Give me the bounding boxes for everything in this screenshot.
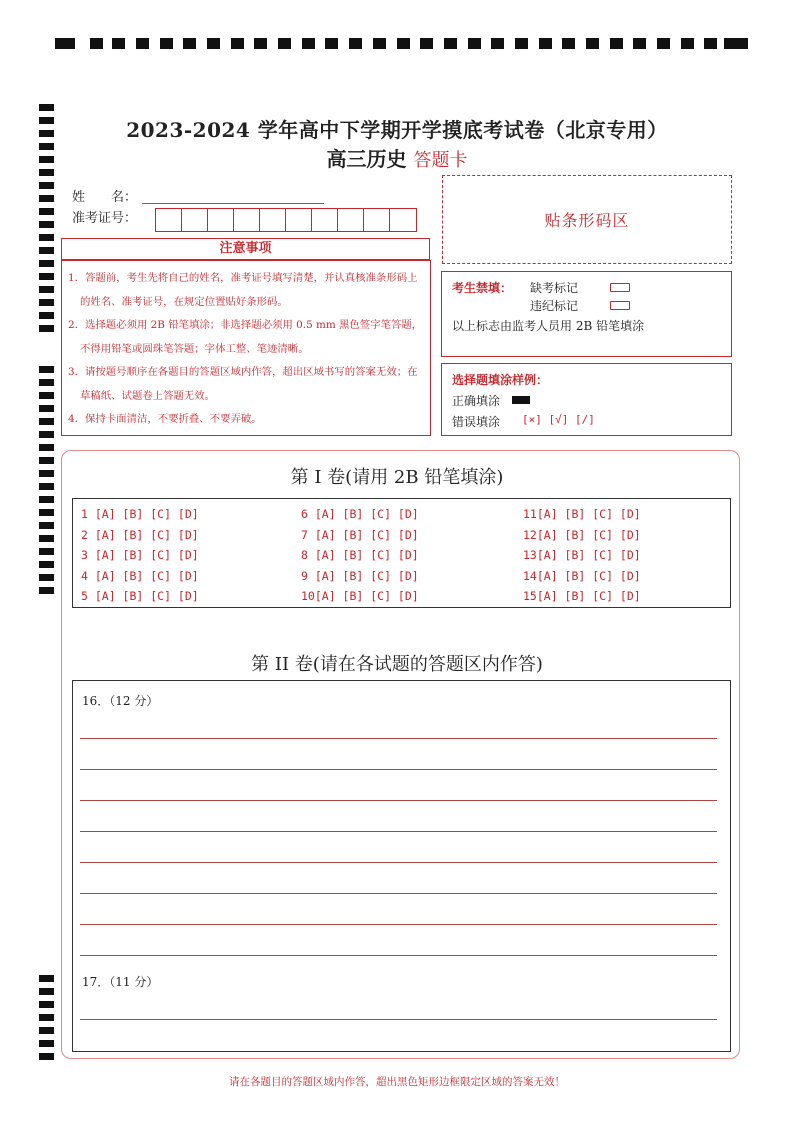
exam-id-boxes[interactable]	[155, 208, 417, 232]
choice-question-4[interactable]: 4 [A] [B] [C] [D]	[81, 568, 199, 583]
answer-line[interactable]	[80, 831, 717, 832]
correct-fill-label: 正确填涂	[452, 394, 501, 408]
forbid-label: 考生禁填：	[452, 281, 513, 295]
notice-item: 3．请按题号顺序在各题目的答题区域内作答，超出区域书写的答案无效；在草稿纸、试题卷上答题无效。	[68, 366, 418, 402]
choice-question-12[interactable]: 12[A] [B] [C] [D]	[523, 527, 641, 542]
notice-item: 4．保持卡面清洁，不要折叠、不要弄破。	[68, 413, 262, 425]
choice-question-3[interactable]: 3 [A] [B] [C] [D]	[81, 548, 199, 562]
notice-box	[61, 260, 431, 436]
examiner-only-box	[441, 271, 732, 357]
absent-mark-label: 缺考标记	[530, 281, 579, 295]
subject-name: 高三历史	[326, 147, 407, 171]
choice-question-1[interactable]: 1 [A] [B] [C] [D]	[81, 507, 199, 521]
choice-question-15[interactable]: 15[A] [B] [C] [D]	[523, 589, 641, 603]
exam-id-label: 准考证号：	[72, 211, 138, 226]
choice-question-5[interactable]: 5 [A] [B] [C] [D]	[81, 589, 199, 603]
question-16-label: 16．（12 分）	[82, 694, 159, 708]
choice-question-14[interactable]: 14[A] [B] [C] [D]	[523, 568, 641, 583]
fill-sample-box	[441, 363, 732, 436]
absent-mark-box[interactable]	[610, 283, 630, 292]
choice-question-10[interactable]: 10[A] [B] [C] [D]	[301, 589, 419, 603]
forbid-note: 以上标志由监考人员用 2B 铅笔填涂	[452, 319, 645, 333]
answer-sheet-label: 答题卡	[413, 150, 468, 171]
choice-question-11[interactable]: 11[A] [B] [C] [D]	[523, 507, 641, 521]
choice-question-8[interactable]: 8 [A] [B] [C] [D]	[301, 548, 419, 562]
answer-line[interactable]	[80, 800, 717, 801]
violation-mark-box[interactable]	[610, 301, 630, 310]
part1-title: 第 I 卷(请用 2B 铅笔填涂)	[290, 467, 504, 488]
correct-fill-mark	[512, 396, 530, 404]
choice-question-2[interactable]: 2 [A] [B] [C] [D]	[81, 527, 199, 542]
choice-question-7[interactable]: 7 [A] [B] [C] [D]	[301, 527, 419, 542]
name-field[interactable]	[142, 203, 324, 204]
answer-line[interactable]	[80, 769, 717, 770]
answer-line[interactable]	[80, 1019, 717, 1020]
choice-answer-box	[72, 498, 731, 608]
written-answer-box	[72, 680, 731, 1052]
exam-title: 2023-2024 学年高中下学期开学摸底考试卷（北京专用）	[126, 118, 668, 142]
choice-question-13[interactable]: 13[A] [B] [C] [D]	[523, 548, 641, 562]
answer-line[interactable]	[80, 893, 717, 894]
answer-line[interactable]	[80, 862, 717, 863]
violation-mark-label: 违纪标记	[530, 299, 579, 313]
answer-line[interactable]	[80, 924, 717, 925]
choice-question-9[interactable]: 9 [A] [B] [C] [D]	[301, 568, 419, 583]
name-label: 姓 名：	[72, 190, 138, 205]
barcode-area: 贴条形码区	[442, 175, 732, 264]
question-17-label: 17．（11 分）	[82, 975, 159, 989]
subject-title	[0, 143, 794, 172]
answer-line[interactable]	[80, 738, 717, 739]
footer-warning: 请在各题目的答题区域内作答，超出黑色矩形边框限定区域的答案无效！	[229, 1076, 565, 1088]
wrong-fill-label: 错误填涂	[452, 415, 501, 429]
answer-line[interactable]	[80, 955, 717, 956]
part2-title: 第 II 卷(请在各试题的答题区内作答)	[251, 654, 543, 675]
notice-item: 2．选择题必须用 2B 铅笔填涂；非选择题必须用 0.5 mm 黑色签字笔答题，不得用铅笔或圆珠笔答题；字体工整、笔迹清晰。	[68, 319, 423, 355]
notice-heading: 注意事项	[61, 238, 430, 260]
choice-question-6[interactable]: 6 [A] [B] [C] [D]	[301, 507, 419, 521]
wrong-fill-marks: [×] [√] [/]	[522, 413, 595, 426]
notice-item: 1．答题前，考生先将自己的姓名，准考证号填写清楚，并认真核准条形码上的姓名、准考证号，在规定位置贴好条形码。	[68, 272, 418, 308]
sample-label: 选择题填涂样例：	[452, 373, 549, 387]
